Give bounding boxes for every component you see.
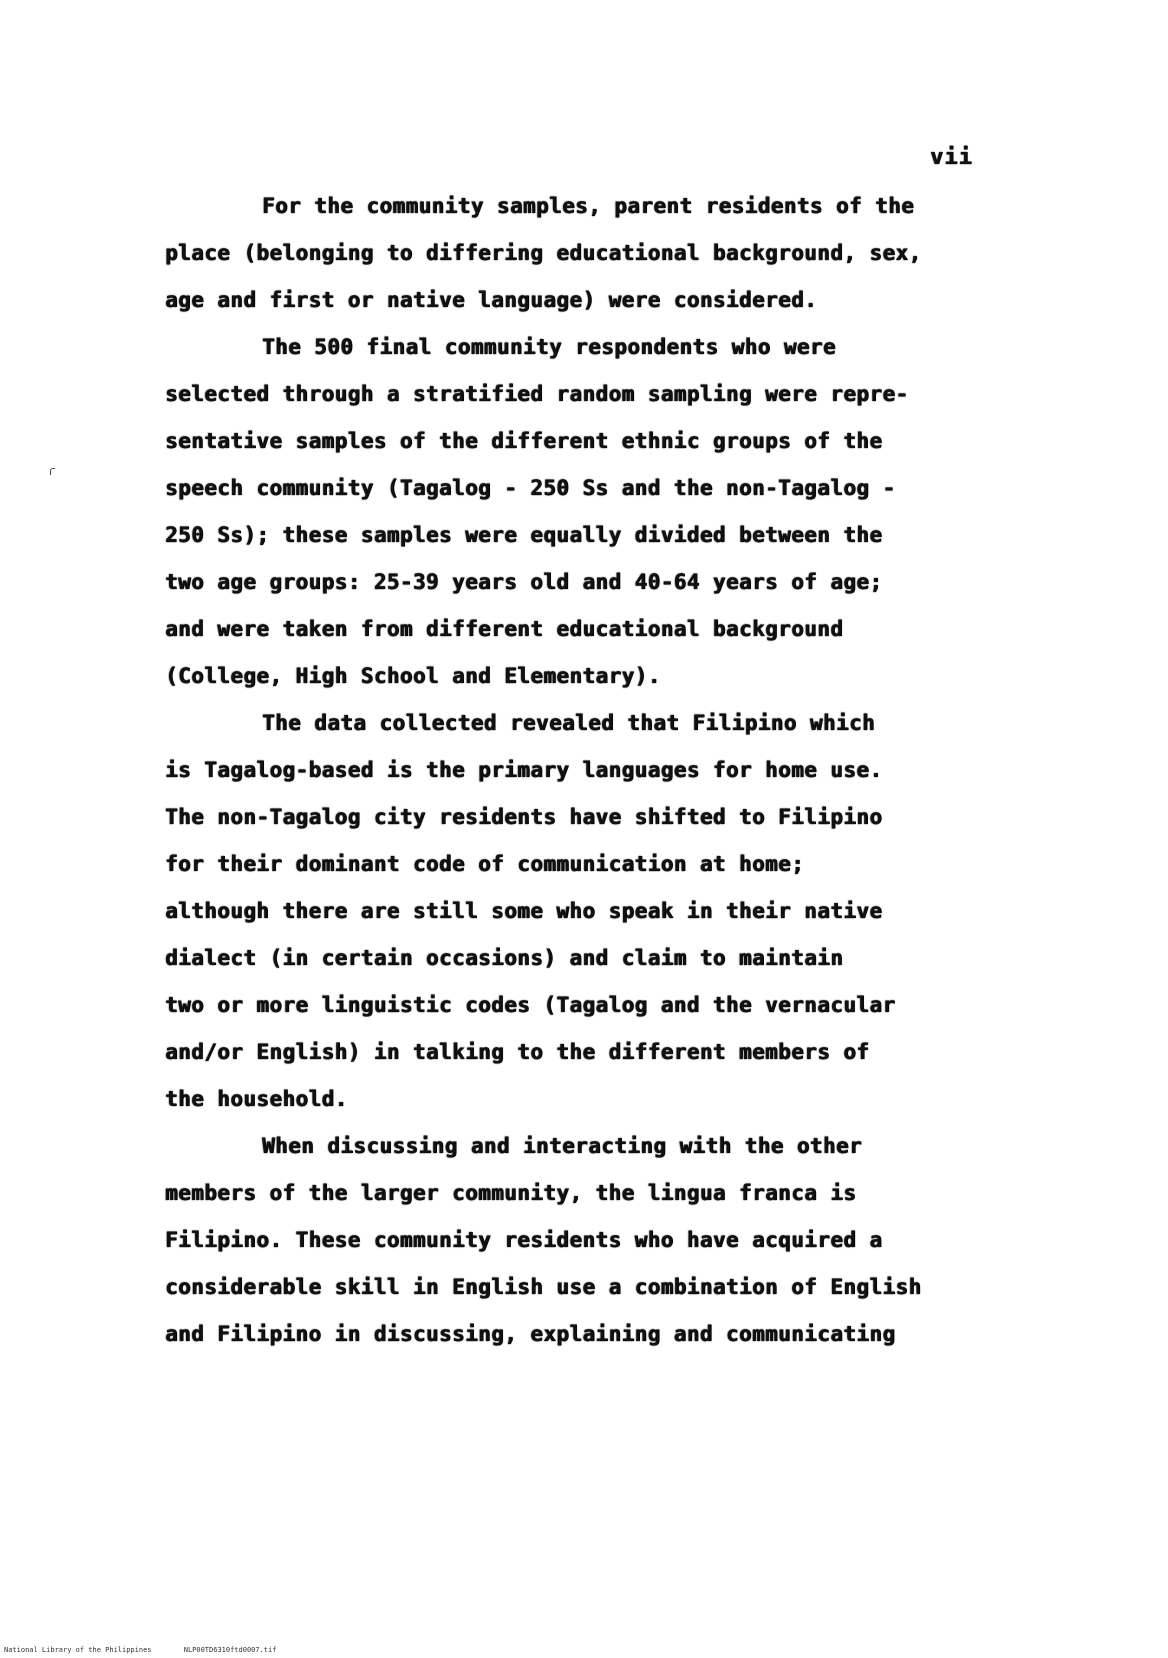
paragraph-2-line-4: speech community (Tagalog - 250 Ss and the non-Tagalog -	[165, 476, 896, 500]
paragraph-3-line-9: the household.	[165, 1087, 348, 1111]
paragraph-3-line-5: although there are still some who speak in their native	[165, 899, 883, 923]
paragraph-3-line-2: is Tagalog-based is the primary languages for home use.	[165, 758, 883, 782]
paragraph-3-line-1: The data collected revealed that Filipino which	[262, 711, 876, 735]
paragraph-1-line-1: For the community samples, parent residents of the	[262, 194, 915, 218]
body-text	[165, 183, 1025, 1358]
scan-speck	[50, 468, 55, 475]
paragraph-4-line-4: considerable skill in English use a combination of English	[165, 1275, 922, 1299]
paragraph-3-line-4: for their dominant code of communication at home;	[165, 852, 805, 876]
paragraph-1-line-3: age and first or native language) were considered.	[165, 288, 818, 312]
paragraph-4-line-3: Filipino. These community residents who have acquired a	[165, 1228, 883, 1252]
paragraph-2-line-6: two age groups: 25-39 years old and 40-64 years of age;	[165, 570, 883, 594]
footer-library: National Library of the Philippines	[4, 1646, 152, 1654]
paragraph-4-line-2: members of the larger community, the lingua franca is	[165, 1181, 857, 1205]
page-number: vii	[930, 145, 973, 170]
paragraph-4-line-1: When discussing and interacting with the other	[262, 1134, 862, 1158]
paragraph-2-line-8: (College, High School and Elementary).	[165, 664, 661, 688]
paragraph-3-line-7: two or more linguistic codes (Tagalog and the vernacular	[165, 993, 896, 1017]
paragraph-3-line-3: The non-Tagalog city residents have shifted to Filipino	[165, 805, 883, 829]
paragraph-3-line-8: and/or English) in talking to the different members of	[165, 1040, 870, 1064]
paragraph-2-line-7: and were taken from different educational background	[165, 617, 844, 641]
paragraph-1-line-2: place (belonging to differing educational background, sex,	[165, 241, 922, 265]
scan-footer	[4, 1646, 276, 1654]
paragraph-4-line-5: and Filipino in discussing, explaining and communicating	[165, 1322, 896, 1346]
paragraph-3-line-6: dialect (in certain occasions) and claim to maintain	[165, 946, 844, 970]
footer-filename: NLP00TD6310ftd0007.tif	[183, 1646, 277, 1654]
paragraph-2-line-2: selected through a stratified random sampling were repre-	[165, 382, 909, 406]
paragraph-2-line-1: The 500 final community respondents who were	[262, 335, 836, 359]
paragraph-2-line-5: 250 Ss); these samples were equally divided between the	[165, 523, 883, 547]
paragraph-2-line-3: sentative samples of the different ethnic groups of the	[165, 429, 883, 453]
